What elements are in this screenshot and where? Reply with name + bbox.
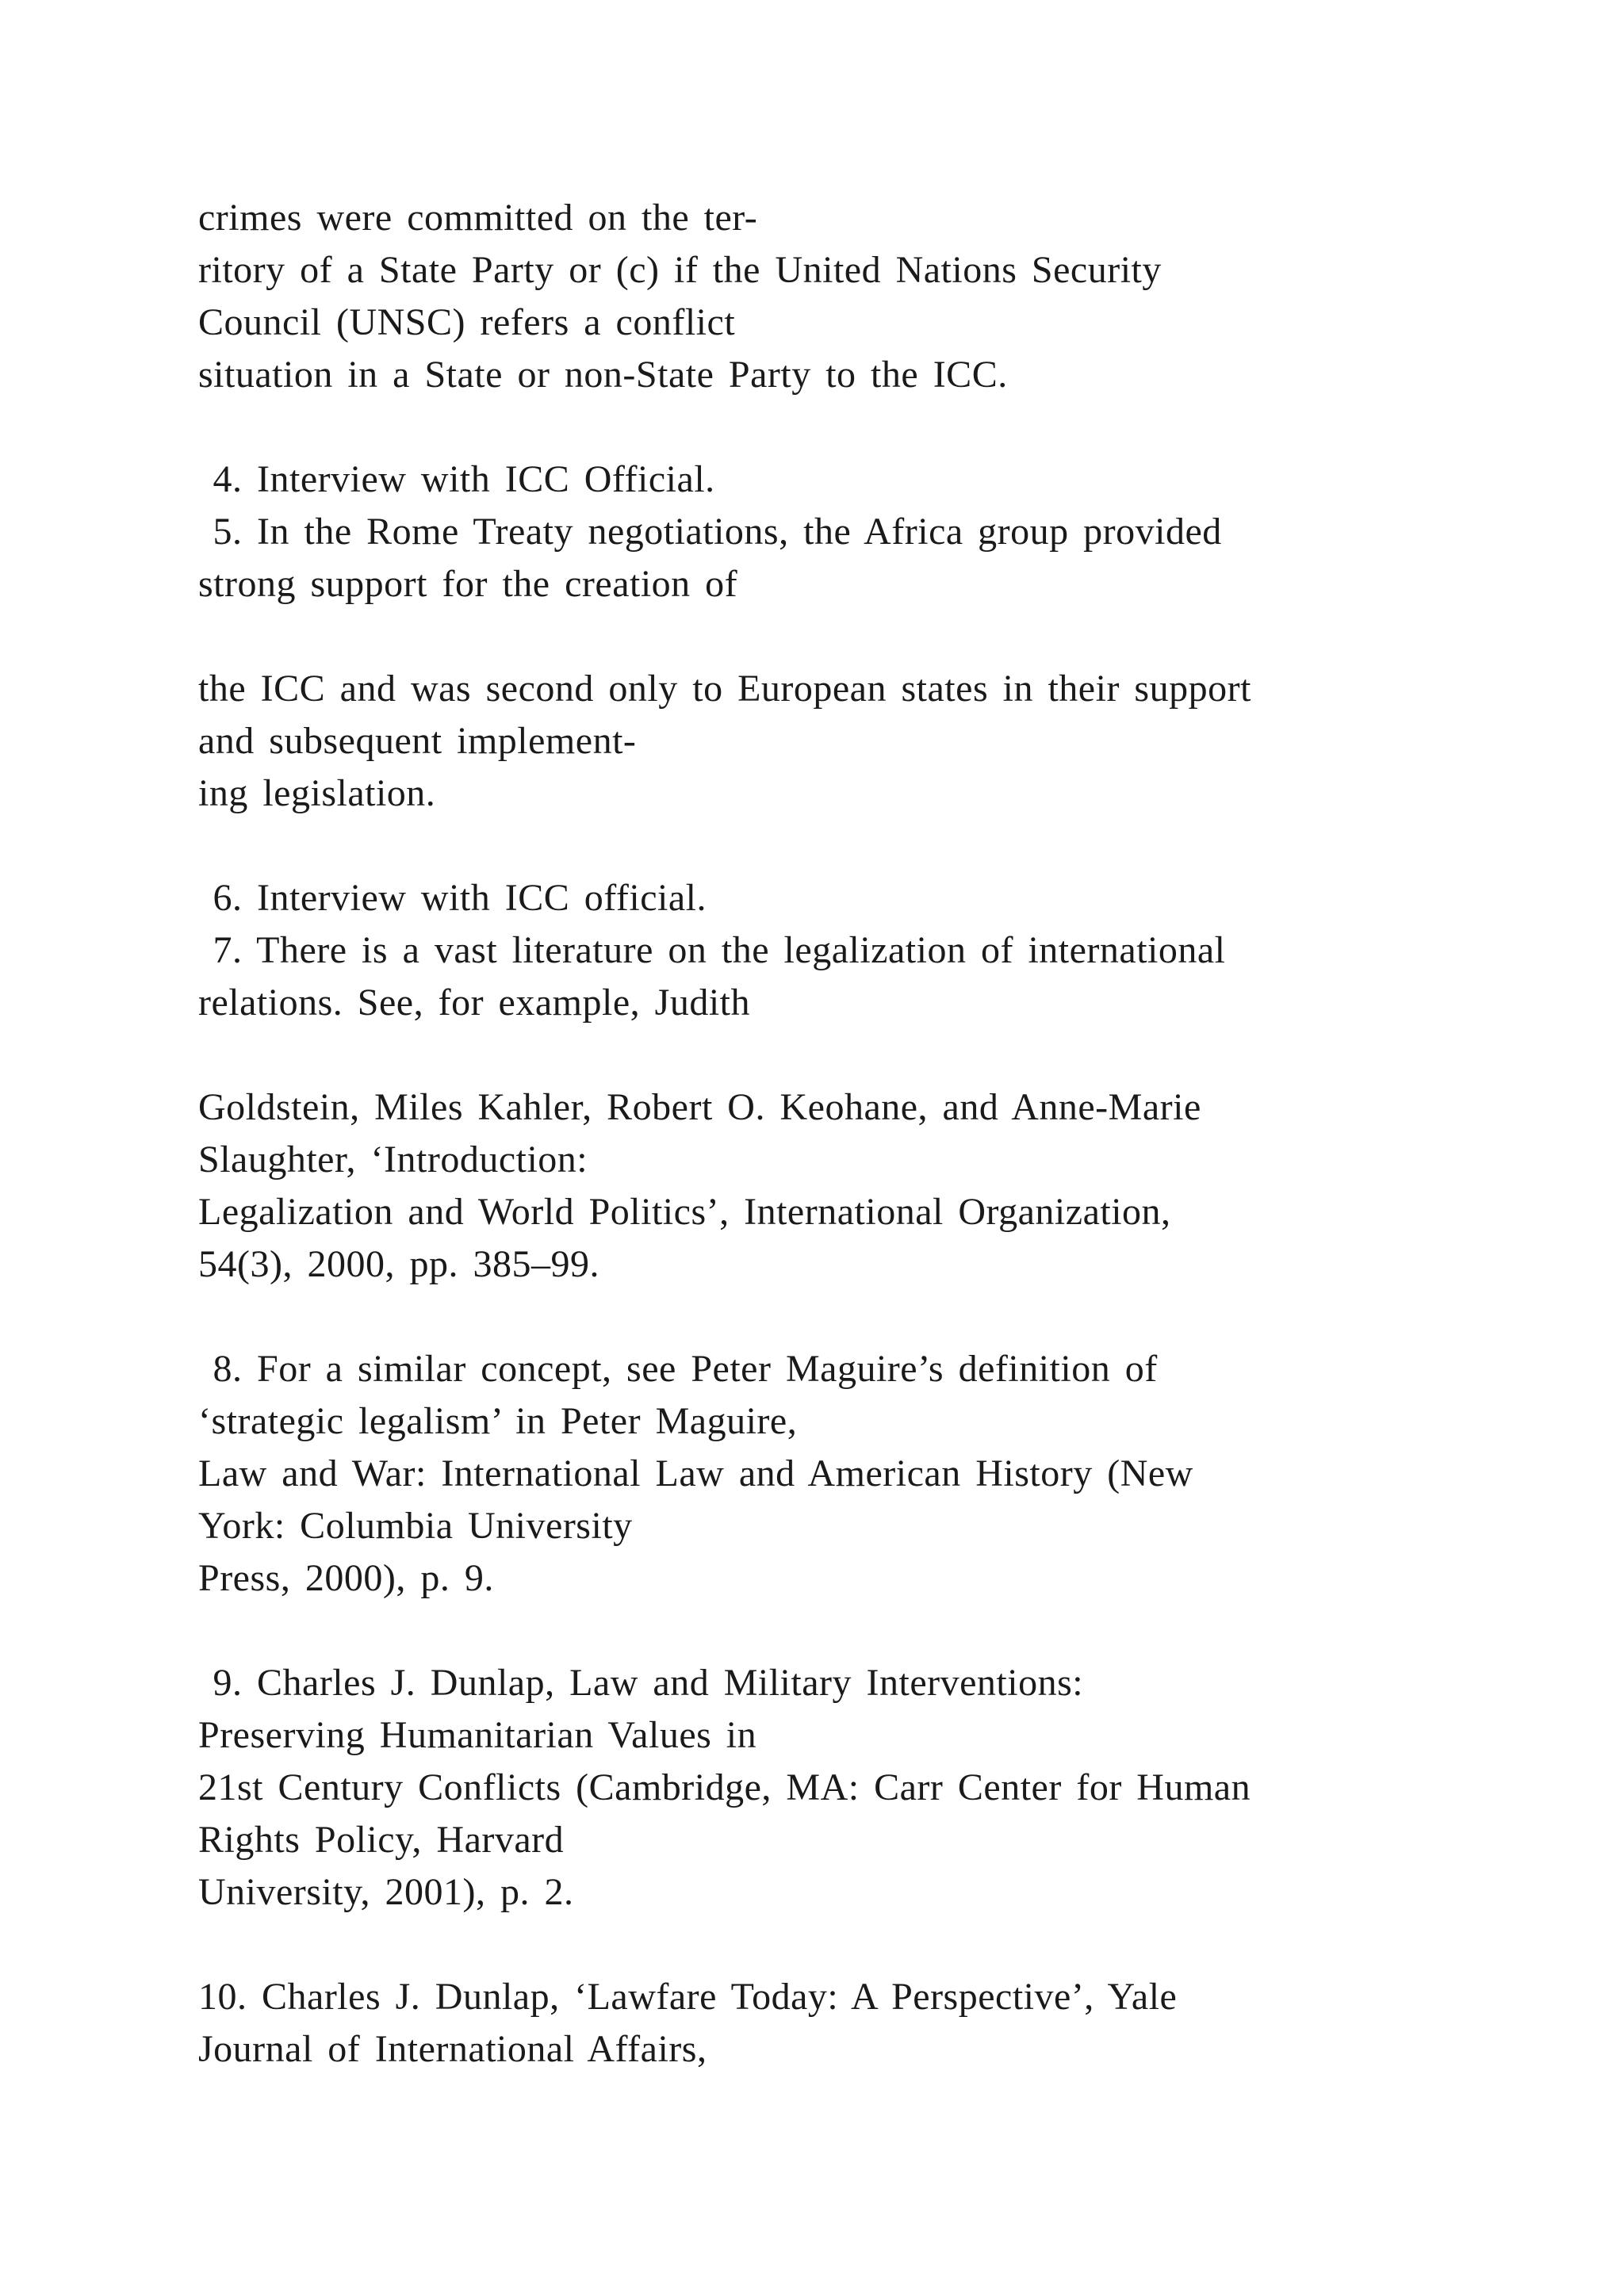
text-line: the ICC and was second only to European states in their support [198, 668, 1251, 710]
text-line: 10. Charles J. Dunlap, ‘Lawfare Today: A Perspective’, Yale [198, 1976, 1178, 2018]
text-line: Rights Policy, Harvard [198, 1819, 565, 1861]
text-line: ‘strategic legalism’ in Peter Maguire, [198, 1400, 798, 1442]
footnote-4-5 [198, 453, 1515, 610]
footnote-9 [198, 1657, 1515, 1919]
text-line: Goldstein, Miles Kahler, Robert O. Keohane, and Anne-Marie [198, 1086, 1201, 1128]
text-line: 5. In the Rome Treaty negotiations, the Africa group provided [198, 511, 1222, 553]
text-line: Council (UNSC) refers a conflict [198, 301, 736, 343]
text-line: York: Columbia University [198, 1505, 633, 1547]
text-line: relations. See, for example, Judith [198, 982, 750, 1024]
footnote-5-continued [198, 663, 1515, 820]
document-page [198, 192, 1515, 2076]
footnote-7-continued [198, 1081, 1515, 1291]
text-line: ritory of a State Party or (c) if the United Nations Security [198, 249, 1162, 291]
text-line: strong support for the creation of [198, 563, 738, 605]
paragraph-gap [198, 820, 1515, 872]
paragraph-gap [198, 1291, 1515, 1343]
text-line: 8. For a similar concept, see Peter Maguire’s definition of [198, 1348, 1158, 1390]
text-line: 4. Interview with ICC Official. [198, 458, 715, 500]
text-line: Slaughter, ‘Introduction: [198, 1138, 588, 1181]
text-line: 54(3), 2000, pp. 385–99. [198, 1243, 599, 1285]
paragraph-gap [198, 1029, 1515, 1081]
footnote-6-7 [198, 872, 1515, 1029]
text-line: Press, 2000), p. 9. [198, 1557, 494, 1599]
text-line: Law and War: International Law and American History (New [198, 1452, 1193, 1494]
text-line: 21st Century Conflicts (Cambridge, MA: Carr Center for Human [198, 1766, 1251, 1808]
footnote-10 [198, 1971, 1515, 2076]
footnote-8 [198, 1343, 1515, 1605]
text-line: Preserving Humanitarian Values in [198, 1714, 757, 1756]
text-line: 6. Interview with ICC official. [198, 877, 707, 919]
paragraph-gap [198, 610, 1515, 663]
text-line: ing legislation. [198, 772, 436, 814]
paragraph-gap [198, 1605, 1515, 1657]
text-line: University, 2001), p. 2. [198, 1871, 574, 1913]
text-line: 9. Charles J. Dunlap, Law and Military Interventions: [198, 1662, 1084, 1704]
paragraph-gap [198, 401, 1515, 453]
text-line: and subsequent implement- [198, 720, 637, 762]
text-line: situation in a State or non-State Party to the ICC. [198, 354, 1008, 396]
text-line: crimes were committed on the ter- [198, 197, 758, 239]
text-line: Journal of International Affairs, [198, 2028, 707, 2070]
text-line: 7. There is a vast literature on the legalization of international [198, 929, 1226, 971]
paragraph-gap [198, 1919, 1515, 1971]
text-block-icc-jurisdiction [198, 192, 1515, 401]
text-line: Legalization and World Politics’, International Organization, [198, 1191, 1171, 1233]
